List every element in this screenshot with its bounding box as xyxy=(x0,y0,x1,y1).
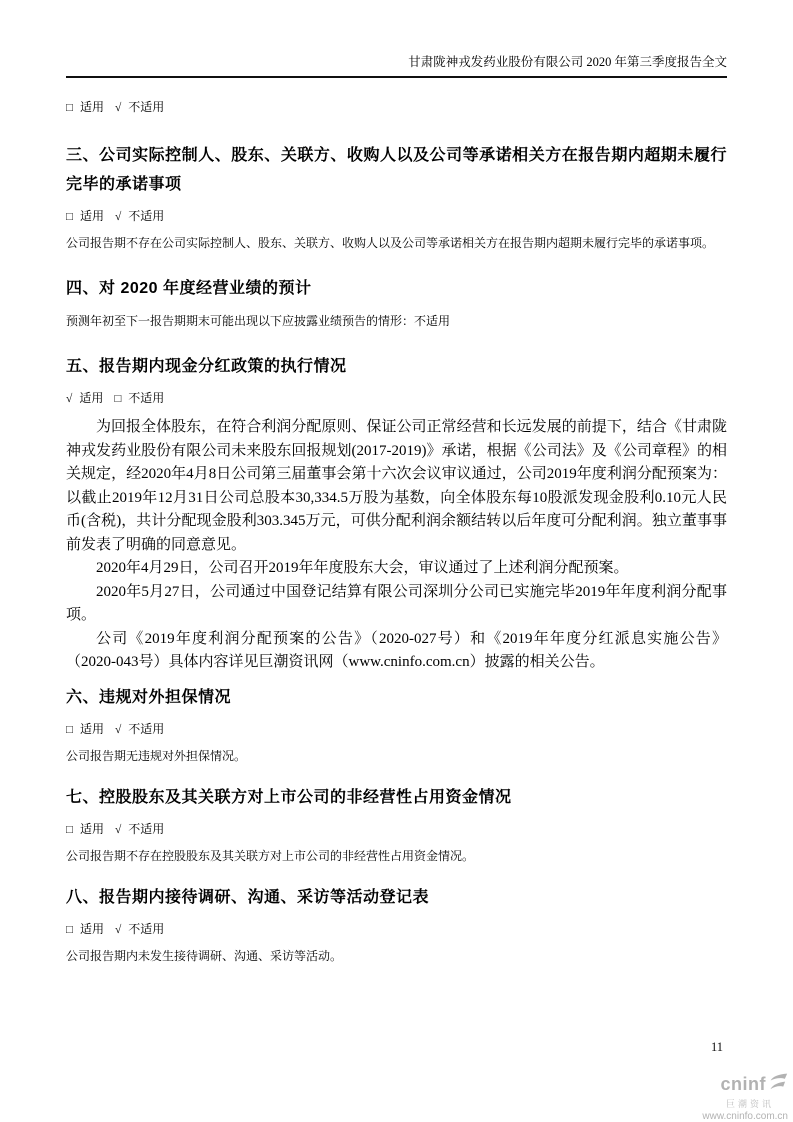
applicable-label: 适用 xyxy=(79,921,104,936)
section-5-paragraph: 2020年5月27日，公司通过中国登记结算有限公司深圳分公司已实施完毕2019年年度利润分配事项。 xyxy=(66,583,727,623)
applicability-line-section-6 xyxy=(66,721,727,739)
applicable-label: 适用 xyxy=(79,721,104,736)
applicability-line-section-8 xyxy=(66,921,727,939)
not-applicable-label: 不适用 xyxy=(128,209,165,223)
page-number: 11 xyxy=(710,1040,723,1054)
not-applicable-label: 不适用 xyxy=(128,921,165,936)
applicability-line-section-7 xyxy=(66,821,727,839)
section-7-body: 公司报告期不存在控股股东及其关联方对上市公司的非经营性占用资金情况。 xyxy=(66,848,475,863)
section-7-heading: 七、控股股东及其关联方对上市公司的非经营性占用资金情况 xyxy=(66,788,512,806)
checkbox-unchecked-icon: □ xyxy=(66,723,73,736)
cninfo-logo xyxy=(678,1072,788,1122)
cninfo-subtitle: 巨潮资讯 xyxy=(725,1099,774,1109)
cninfo-url: www.cninfo.com.cn xyxy=(702,1111,788,1122)
not-applicable-label: 不适用 xyxy=(128,721,165,736)
cninfo-swirl-icon xyxy=(768,1072,788,1097)
checkmark-icon: √ xyxy=(114,923,122,936)
section-5-paragraph: 为回报全体股东，在符合利润分配原则、保证公司正常经营和长远发展的前提下，结合《甘肃陇神戎发药业股份有限公司未来股东回报规划(2017-2019)》承诺，根据《公司法》及《公司章程》的相关规定，经2020年4月8日公司第三届董事会第十六次会议审议通过，公司2019年度利润分配预案为：以截止2019年12月31日公司总股本30,334.5万股为基数，向全体股东每10股派发现金股利0.10元人民币(含税)，共计分配现金股利303.345万元，可供分配利润余额结转以后年度可分配利润。独立董事事前发表了明确的同意意见。 xyxy=(66,419,727,553)
section-6-heading: 六、违规对外担保情况 xyxy=(66,688,232,706)
section-4-body: 预测年初至下一报告期期末可能出现以下应披露业绩预告的情形：不适用 xyxy=(66,314,451,328)
running-header-title: 甘肃陇神戎发药业股份有限公司 2020 年第三季度报告全文 xyxy=(66,55,727,78)
applicable-label: 适用 xyxy=(79,100,104,114)
checkbox-unchecked-icon: □ xyxy=(114,393,122,405)
section-5-paragraph: 2020年4月29日，公司召开2019年年度股东大会，审议通过了上述利润分配预案。 xyxy=(96,560,629,576)
section-3-heading: 三、公司实际控制人、股东、关联方、收购人以及公司等承诺相关方在报告期内超期未履行完毕的承诺事项 xyxy=(66,147,727,193)
section-8-body: 公司报告期内未发生接待调研、沟通、采访等活动。 xyxy=(66,948,343,963)
section-5-paragraph: 公司《2019年度利润分配预案的公告》（2020-027号）和《2019年年度分红派息实施公告》（2020-043号）具体内容详见巨潮资讯网（www.cninfo.com.cn）披露的相关公告。 xyxy=(66,630,727,670)
checkmark-icon: √ xyxy=(114,723,122,736)
section-3-body: 公司报告期不存在公司实际控制人、股东、关联方、收购人以及公司等承诺相关方在报告期内超期未履行完毕的承诺事项。 xyxy=(66,236,715,250)
cninfo-brand-text: cninf xyxy=(720,1074,766,1094)
section-4-heading: 四、对 2020 年度经营业绩的预计 xyxy=(66,280,312,297)
applicable-label: 适用 xyxy=(79,209,104,223)
not-applicable-label: 不适用 xyxy=(128,391,165,405)
checkbox-unchecked-icon: □ xyxy=(66,823,73,836)
checkbox-unchecked-icon: □ xyxy=(66,923,73,936)
cninfo-logo-row xyxy=(678,1072,788,1097)
applicable-label: 适用 xyxy=(79,391,104,405)
applicability-line-section-5 xyxy=(66,390,727,408)
section-8-heading: 八、报告期内接待调研、沟通、采访等活动登记表 xyxy=(66,888,430,906)
applicable-label: 适用 xyxy=(79,821,104,836)
checkmark-icon: √ xyxy=(114,102,122,114)
checkmark-icon: √ xyxy=(66,393,73,405)
applicability-line-section-3 xyxy=(66,208,727,226)
applicability-line-intro xyxy=(66,99,727,117)
section-6-body: 公司报告期无违规对外担保情况。 xyxy=(66,748,247,763)
checkmark-icon: √ xyxy=(114,211,122,223)
not-applicable-label: 不适用 xyxy=(128,821,165,836)
checkmark-icon: √ xyxy=(114,823,122,836)
section-5-heading: 五、报告期内现金分红政策的执行情况 xyxy=(66,358,347,375)
checkbox-unchecked-icon: □ xyxy=(66,211,73,223)
report-content xyxy=(66,55,727,965)
not-applicable-label: 不适用 xyxy=(128,100,165,114)
checkbox-unchecked-icon: □ xyxy=(66,102,73,114)
